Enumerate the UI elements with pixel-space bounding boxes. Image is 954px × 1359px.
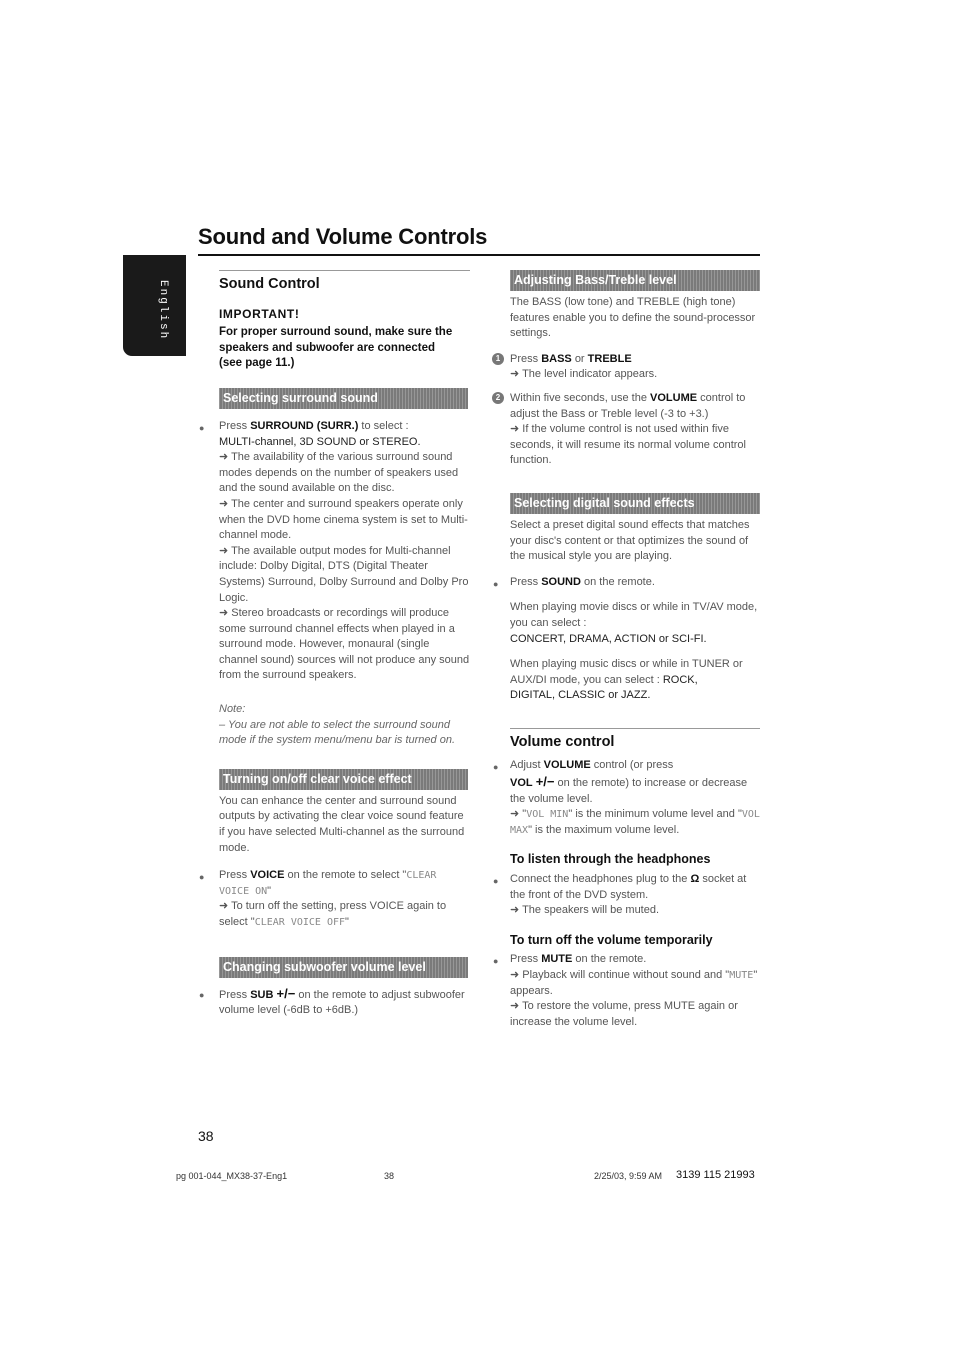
key-sign: +/− (535, 774, 555, 790)
arrow-icon: ➜ (219, 900, 232, 913)
lcd-text: VOL MAX (510, 809, 760, 836)
arrow-icon: ➜ (219, 497, 232, 510)
result-arrow-item (510, 422, 760, 469)
movie-options: CONCERT, DRAMA, ACTION or SCI-FI. (510, 632, 707, 645)
voice-step (198, 868, 470, 930)
sound-control-title: Sound Control (219, 276, 320, 292)
result-arrow-item (219, 606, 470, 684)
result-arrow-item (219, 899, 470, 930)
key-label: VOL (510, 777, 533, 790)
arrow-icon: ➜ (219, 544, 232, 557)
key-sign: +/− (276, 985, 296, 1001)
step-text: " (267, 884, 272, 897)
subwoofer-step (198, 986, 470, 1019)
arrow-icon: ➜ (510, 368, 523, 381)
step-text: Press (219, 988, 248, 1001)
step-text: Press (510, 352, 539, 365)
result-text: is the maximum volume level. (535, 823, 680, 836)
important-text: For proper surround sound, make sure the speakers and subwoofer are connected (see page 11.) (219, 326, 453, 370)
step-text: on the remote. (583, 575, 655, 588)
movie-text: When playing movie discs or while in TV/AV mode, you can select : (510, 601, 758, 629)
section-rule (219, 270, 470, 271)
result-text: To restore the volume, press MUTE again or increase the volume level. (510, 1000, 738, 1028)
music-options: DIGITAL, CLASSIC or JAZZ. (510, 689, 651, 702)
lcd-text: MUTE (729, 970, 754, 981)
digital-movie (510, 600, 760, 647)
bass-treble-step-2 (492, 391, 760, 469)
surround-step (198, 419, 470, 684)
footer-code: 3139 115 21993 (676, 1169, 755, 1181)
key-label: SURROUND (SURR.) (250, 419, 359, 432)
important-heading: IMPORTANT! (219, 306, 300, 321)
title-rule (198, 254, 760, 256)
key-label: BASS (541, 352, 572, 365)
step-text: Adjust (510, 759, 541, 772)
step-text: Press (219, 419, 248, 432)
headphones-icon: Ω (690, 873, 700, 886)
bullet-icon: ● (493, 956, 499, 967)
result-text: The center and surround speakers operate only when the DVD home cinema system is set to Multi-channel mode. (219, 497, 468, 542)
digital-music (510, 657, 760, 704)
voice-banner: Turning on/off clear voice effect (219, 769, 468, 790)
headphones-title: To listen through the headphones (510, 852, 711, 867)
footer-page: 38 (384, 1171, 395, 1181)
page-number: 38 (198, 1128, 214, 1144)
bass-treble-banner: Adjusting Bass/Treble level (510, 270, 760, 291)
result-text: Playback will continue without sound and (522, 969, 723, 981)
step-number-icon: 1 (492, 353, 504, 365)
arrow-icon: ➜ (510, 904, 523, 917)
step-text: Press (510, 953, 539, 966)
right-column (492, 270, 760, 1030)
result-arrow-item (219, 497, 470, 544)
key-label: TREBLE (587, 352, 632, 365)
result-text: is the minimum volume level and (575, 808, 735, 821)
surround-banner: Selecting surround sound (219, 388, 468, 409)
bass-treble-intro: The BASS (low tone) and TREBLE (high tone) features enable you to define the sound-processor settings. (510, 296, 756, 340)
step-text: on the remote) to increase or decrease the volume level. (510, 777, 748, 805)
result-arrow-item (510, 999, 760, 1030)
bullet-icon: ● (493, 876, 499, 887)
section-rule (510, 728, 760, 729)
arrow-icon: ➜ (510, 808, 523, 821)
step-text: or (574, 352, 585, 365)
arrow-icon: ➜ (219, 607, 232, 620)
result-text: appears. (510, 984, 553, 997)
bass-treble-step-1 (492, 352, 760, 383)
arrow-icon: ➜ (219, 451, 232, 464)
bullet-icon: ● (493, 762, 499, 773)
result-text: The speakers will be muted. (522, 904, 660, 917)
note-text: – You are not able to select the surround sound mode if the system menu/menu bar is turned on. (219, 718, 456, 747)
result-arrow-item: ➜ "VOL MIN" is the minimum volume level and "VOL MAX" is the maximum volume level. (510, 808, 760, 836)
language-tab-label: English (157, 280, 169, 341)
key-label: SOUND (541, 575, 581, 588)
step-text: on the remote. (575, 953, 647, 966)
bullet-icon: ● (199, 872, 205, 883)
result-text: If the volume control is not used within five seconds, it will resume its normal volume control function. (510, 423, 746, 467)
note (219, 702, 470, 749)
result-text: Stereo broadcasts or recordings will produce some surround channel effects when played in a surround mode. However, monaural (single channel sound) sources will not produce any sound from the surround speakers. (219, 607, 470, 682)
digital-sound-banner: Selecting digital sound effects (510, 493, 760, 514)
mute-title: To turn off the volume temporarily (510, 932, 713, 947)
result-arrow-item (510, 367, 760, 383)
music-text: When playing music discs or while in TUNER or AUX/DI mode, you can select : (510, 658, 743, 686)
step-text: to select : (361, 419, 409, 432)
digital-step (492, 575, 760, 591)
step-text: Within five seconds, use the (510, 391, 647, 404)
language-tab (123, 255, 186, 356)
key-label: VOLUME (650, 391, 698, 404)
step-text: control to adjust the Bass or Treble level (-3 to +3.) (510, 391, 746, 420)
result-text: The availability of the various surround sound modes depends on the number of speakers used and the sound available on the disc. (219, 451, 459, 495)
step-number-icon: 2 (492, 392, 504, 404)
step-text: Press (219, 869, 248, 882)
bullet-icon: ● (199, 989, 205, 1000)
result-arrow-item (219, 544, 470, 606)
result-text: The available output modes for Multi-channel include: Dolby Digital, DTS (Digital Theater Systems) Surround, Dolby Surround and Dolby Pro Logic. (219, 544, 469, 604)
footer-date: 2/25/03, 9:59 AM (594, 1171, 663, 1181)
key-label: MUTE (541, 953, 573, 966)
result-arrow-item (219, 450, 470, 497)
step-text: Connect the headphones plug to the (510, 873, 688, 886)
step-text: socket at the front of the DVD system. (510, 873, 747, 901)
bullet-icon: ● (493, 578, 499, 589)
headphones-step (492, 872, 760, 919)
result-text: The level indicator appears. (522, 368, 658, 381)
step-text: control (or press (593, 759, 674, 772)
digital-intro: Select a preset digital sound effects that matches your disc's content or that optimizes the sound of the musical style you are playing. (510, 518, 750, 563)
lcd-text: CLEAR VOICE ON (219, 870, 437, 897)
result-arrow-item: ➜ Playback will continue without sound and "MUTE" appears. (510, 969, 758, 997)
key-label: VOICE (250, 869, 285, 882)
music-options: ROCK, (662, 673, 698, 686)
key-label: SUB (250, 988, 274, 1001)
result-arrow-item (510, 903, 760, 919)
note-label: Note: (219, 703, 246, 716)
result-text: To turn off the setting, press VOICE again to select " (219, 900, 447, 928)
voice-intro: You can enhance the center and surround sound outputs by activating the clear voice sound feature if you have selected Multi-channel as the surround mode. (219, 794, 465, 854)
key-label: VOLUME (543, 759, 591, 772)
volume-control-title: Volume control (510, 733, 615, 750)
subwoofer-banner: Changing subwoofer volume level (219, 957, 468, 978)
arrow-icon: ➜ (510, 423, 523, 436)
page-title: Sound and Volume Controls (198, 224, 488, 249)
step-text: Press (510, 575, 539, 588)
result-text: " (345, 916, 349, 928)
mute-step (492, 952, 760, 1030)
bullet-icon: ● (199, 422, 205, 433)
step-text: on the remote to select " (287, 869, 407, 882)
options-text: MULTI-channel, 3D SOUND or STEREO. (219, 435, 421, 448)
lcd-text: CLEAR VOICE OFF (254, 917, 346, 928)
arrow-icon: ➜ (510, 1000, 523, 1013)
arrow-icon: ➜ (510, 969, 523, 981)
step-text: on the remote to adjust subwoofer volume level (-6dB to +6dB.) (219, 988, 465, 1017)
lcd-text: VOL MIN (526, 809, 569, 821)
left-column (198, 270, 470, 1019)
volume-step (492, 758, 760, 838)
footer-file: pg 001-044_MX38-37-Eng1 (176, 1171, 288, 1181)
